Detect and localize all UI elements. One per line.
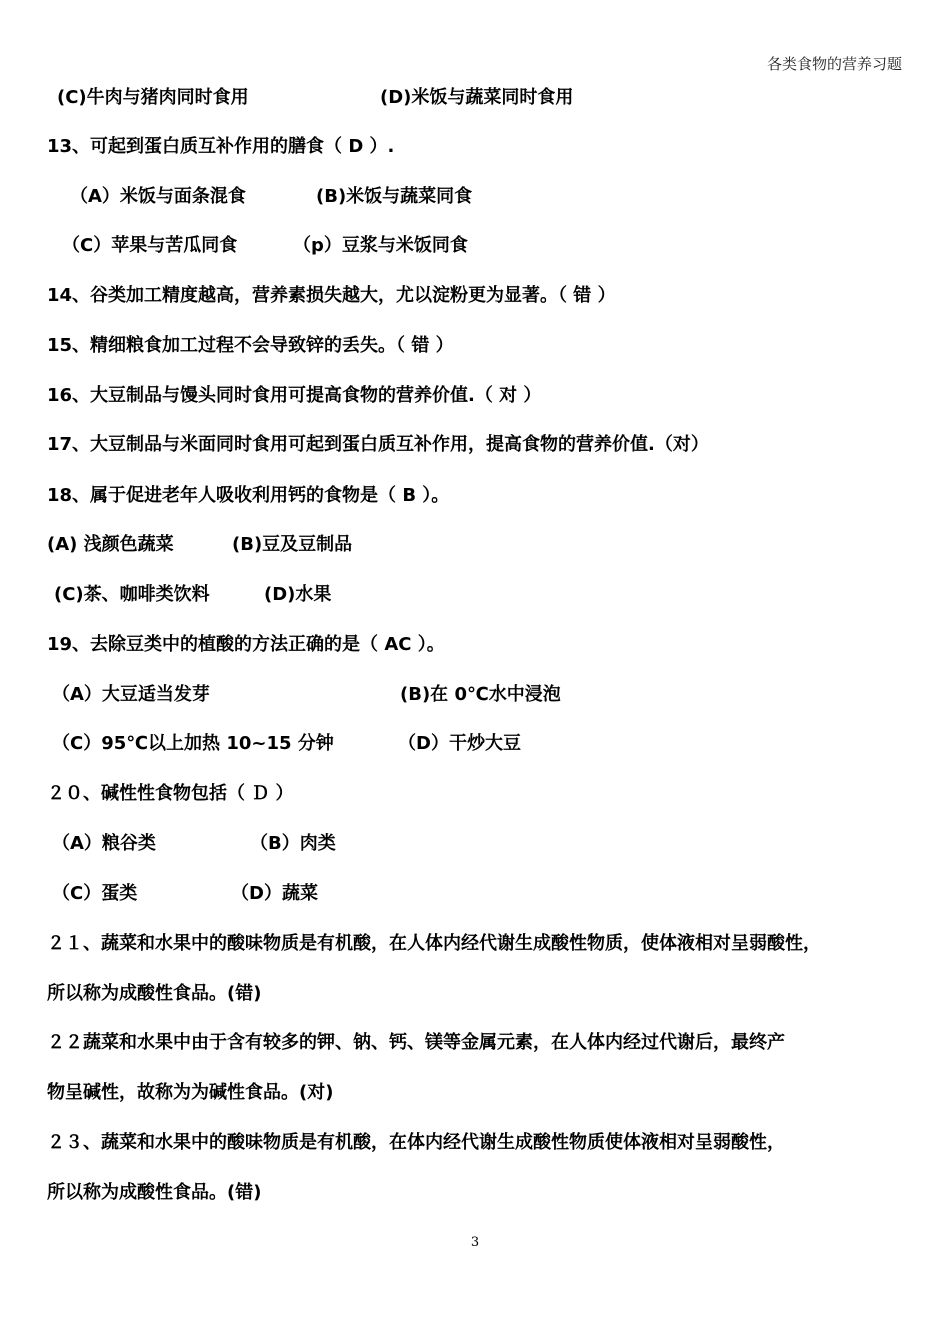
question-20: ２０、碱性性食物包括（ Ｄ ） [47,783,294,804]
question-17: 17、大豆制品与米面同时食用可起到蛋白质互补作用，提高食物的营养价值.（对） [47,434,709,455]
q18-option-d: (D)水果 [264,584,332,605]
q20-option-c: （C）蛋类 [52,883,138,904]
question-19: 19、去除豆类中的植酸的方法正确的是（ AC ）。 [47,634,445,655]
q18-option-b: (B)豆及豆制品 [232,534,353,555]
q19-option-d: （D）干炒大豆 [398,733,521,754]
question-23-line-1: ２３、蔬菜和水果中的酸味物质是有机酸，在体内经代谢生成酸性物质使体液相对呈弱酸性， [47,1132,785,1153]
q13-option-a: （A）米饭与面条混食 [70,186,246,207]
q12-option-c: (C)牛肉与猪肉同时食用 [57,87,249,108]
q12-option-d: (D)米饭与蔬菜同时食用 [380,87,574,108]
question-15: 15、精细粮食加工过程不会导致锌的丢失。（ 错 ） [47,335,454,356]
q20-option-d: （D）蔬菜 [231,883,318,904]
q19-option-a: （A）大豆适当发芽 [52,684,210,705]
question-14: 14、谷类加工精度越高，营养素损失越大，尤以淀粉更为显著。（ 错 ） [47,285,616,306]
question-21-line-1: ２１、蔬菜和水果中的酸味物质是有机酸，在人体内经代谢生成酸性物质，使体液相对呈弱酸性， [47,933,821,954]
q13-option-d: （p）豆浆与米饭同食 [293,235,468,256]
q13-option-c: （C）苹果与苦瓜同食 [62,235,238,256]
question-21-line-2: 所以称为成酸性食品。(错) [47,983,262,1004]
question-23-line-2: 所以称为成酸性食品。(错) [47,1182,262,1203]
question-13: 13、可起到蛋白质互补作用的膳食（ D ）. [47,136,395,157]
page-number: 3 [470,1235,480,1250]
q19-option-c: （C）95℃以上加热 10~15 分钟 [52,733,334,754]
question-22-line-1: ２２蔬菜和水果中由于含有较多的钾、钠、钙、镁等金属元素，在人体内经过代谢后，最终产 [47,1032,785,1053]
question-22-line-2: 物呈碱性，故称为为碱性食品。(对) [47,1082,334,1103]
question-18: 18、属于促进老年人吸收利用钙的食物是（ B ）。 [47,485,450,506]
q19-option-b: (B)在 0℃水中浸泡 [400,684,561,705]
q20-option-b: （B）肉类 [250,833,336,854]
q20-option-a: （A）粮谷类 [52,833,156,854]
q18-option-a: (A) 浅颜色蔬菜 [47,534,174,555]
question-16: 16、大豆制品与馒头同时食用可提高食物的营养价值.（ 对 ） [47,385,542,406]
q13-option-b: (B)米饭与蔬菜同食 [316,186,473,207]
q18-option-c: (C)茶、咖啡类饮料 [54,584,210,605]
running-header: 各类食物的营养习题 [766,55,902,73]
